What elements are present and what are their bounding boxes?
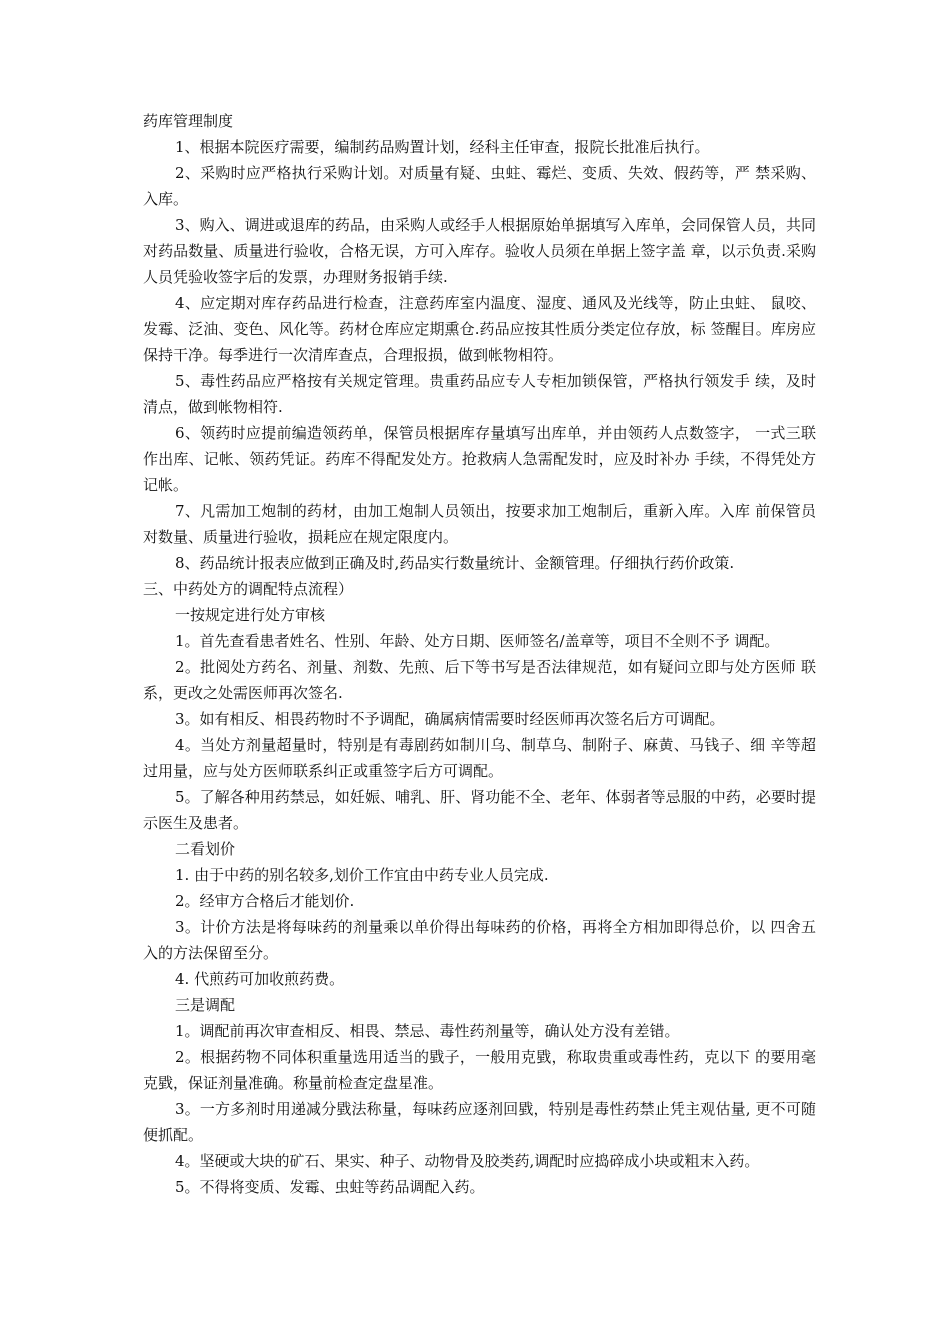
list-item: 2。经审方合格后才能划价. <box>175 892 355 910</box>
rule-paragraph: 5、毒性药品应严格按有关规定管理。贵重药品应专人专柜加锁保管，严格执行领发手 续，及时清点，做到帐物相符. <box>143 372 816 416</box>
list-item: 3。一方多剂时用递减分戥法称量，每味药应逐剂回戥，特别是毒性药禁止凭主观估量, 更不可随便抓配。 <box>143 1100 816 1144</box>
list-item: 5。不得将变质、发霉、虫蛀等药品调配入药。 <box>175 1178 485 1196</box>
list-item: 1. 由于中药的别名较多,划价工作宜由中药专业人员完成. <box>175 866 549 884</box>
rule-paragraph: 7、凡需加工炮制的药材，由加工炮制人员领出，按要求加工炮制后，重新入库。入库 前保管员对数量、质量进行验收，损耗应在规定限度内。 <box>143 502 816 546</box>
rule-paragraph: 1、根据本院医疗需要，编制药品购置计划，经科主任审查，报院长批准后执行。 <box>175 138 710 156</box>
section-title: 三、中药处方的调配特点流程） <box>143 580 354 598</box>
rule-paragraph: 3、购入、调进或退库的药品，由采购人或经手人根据原始单据填写入库单，会同保管人员，共同对药品数量、质量进行验收，合格无误，方可入库存。验收人员须在单据上签字盖 章，以示负责.采购人员凭验收签字后的发票，办理财务报销手续. <box>143 216 816 286</box>
rule-paragraph: 8、药品统计报表应做到正确及时,药品实行数量统计、金额管理。仔细执行药价政策. <box>175 554 735 572</box>
list-item: 3。计价方法是将每味药的剂量乘以单价得出每味药的价格，再将全方相加即得总价，以 四舍五入的方法保留至分。 <box>143 918 816 962</box>
list-item: 2。批阅处方药名、剂量、剂数、先煎、后下等书写是否法律规范，如有疑问立即与处方医师 联系，更改之处需医师再次签名. <box>143 658 816 702</box>
subsection-heading: 三是调配 <box>175 996 236 1014</box>
document-body <box>143 108 816 1200</box>
list-item: 2。根据药物不同体积重量选用适当的戥子，一般用克戥，称取贵重或毒性药，克以下 的要用毫克戥，保证剂量准确。称量前检查定盘星准。 <box>143 1048 816 1092</box>
list-item: 4. 代煎药可加收煎药费。 <box>175 970 345 988</box>
list-item: 3。如有相反、相畏药物时不予调配，确属病情需要时经医师再次签名后方可调配。 <box>175 710 725 728</box>
rule-paragraph: 6、领药时应提前编造领药单，保管员根据库存量填写出库单，并由领药人点数签字， 一式三联作出库、记帐、领药凭证。药库不得配发处方。抢救病人急需配发时，应及时补办 手续，不得凭处方记帐。 <box>143 424 816 494</box>
list-item: 4。当处方剂量超量时，特别是有毒剧药如制川乌、制草乌、制附子、麻黄、马钱子、细 辛等超过用量，应与处方医师联系纠正或重签字后方可调配。 <box>143 736 816 780</box>
document-title: 药库管理制度 <box>143 112 234 130</box>
subsection-heading: 一按规定进行处方审核 <box>175 606 326 624</box>
subsection-heading: 二看划价 <box>175 840 236 858</box>
rule-paragraph: 2、采购时应严格执行采购计划。对质量有疑、虫蛀、霉烂、变质、失效、假药等，严 禁采购、入库。 <box>143 164 816 208</box>
list-item: 4。坚硬或大块的矿石、果实、种子、动物骨及胶类药,调配时应捣碎成小块或粗末入药。 <box>175 1152 760 1170</box>
rule-paragraph: 4、应定期对库存药品进行检查，注意药库室内温度、湿度、通风及光线等，防止虫蛀、 鼠咬、发霉、泛油、变色、风化等。药材仓库应定期熏仓.药品应按其性质分类定位存放，标 签醒目。库房应保持干净。每季进行一次清库查点，合理报损，做到帐物相符。 <box>143 294 816 364</box>
list-item: 1。调配前再次审查相反、相畏、禁忌、毒性药剂量等，确认处方没有差错。 <box>175 1022 680 1040</box>
list-item: 1。首先查看患者姓名、性别、年龄、处方日期、医师签名/盖章等，项目不全则不予 调配。 <box>175 632 780 650</box>
list-item: 5。了解各种用药禁忌，如妊娠、哺乳、肝、肾功能不全、老年、体弱者等忌服的中药，必要时提示医生及患者。 <box>143 788 816 832</box>
